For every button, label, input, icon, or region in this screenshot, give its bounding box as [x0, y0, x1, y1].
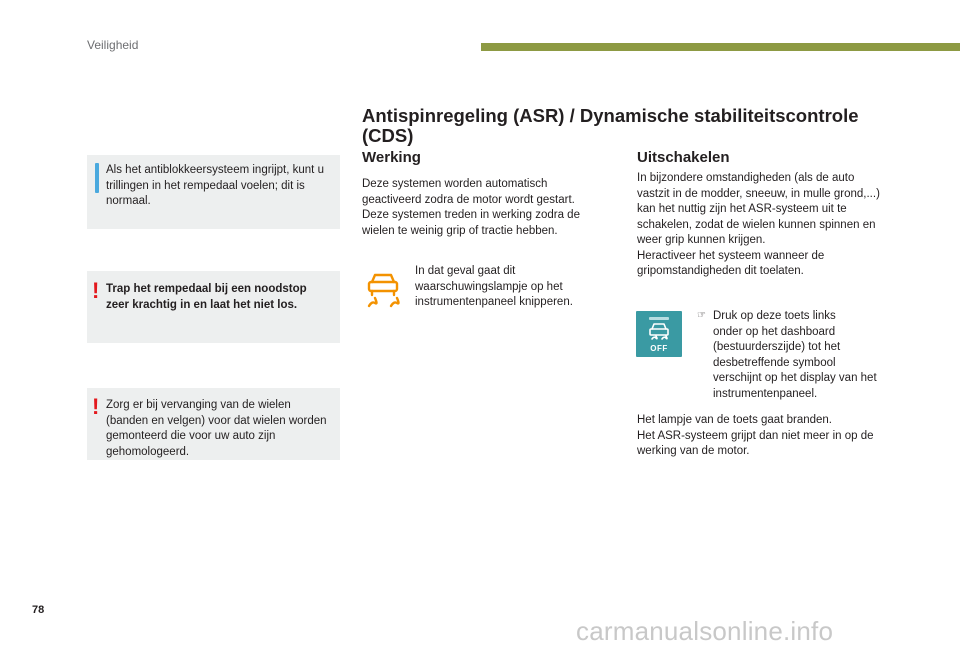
text-line: (bestuurderszijde) tot het: [713, 341, 841, 353]
text-line: geactiveerd zodra de motor wordt gestart.: [362, 193, 575, 206]
warning-note-text: Trap het rempedaal bij een noodstop zeer krachtig in en laat het niet los.: [106, 283, 307, 311]
text-line: kan het nuttig zijn het ASR-systeem uit te: [637, 203, 847, 215]
warning-icon: !: [92, 394, 100, 419]
warning-note-emergency-brake: [87, 271, 340, 343]
text-line: Heractiveer het systeem wanneer de: [637, 249, 825, 262]
button-result-text: [637, 413, 874, 460]
asr-warning-lamp-icon: [363, 270, 403, 310]
header-accent-bar: [481, 43, 960, 51]
info-note-text: Als het antiblokkeersysteem ingrijpt, kunt u trillingen in het rempedaal voelen; dit is normaal.: [106, 164, 324, 207]
text-line: vastzit in de modder, sneeuw, in mulle grond,...): [637, 187, 880, 200]
page-title: [362, 106, 922, 146]
werking-heading: Werking: [362, 149, 421, 166]
text-line: instrumentenpaneel knipperen.: [415, 296, 573, 308]
text-line: instrumentenpaneel.: [713, 387, 818, 400]
text-line: weer grip kunnen krijgen.: [637, 234, 766, 246]
warning-note-text: Zorg er bij vervanging van de wielen (banden en velgen) voor dat wielen worden gemonteerd die voor uw auto zijn gehomologeerd.: [106, 399, 327, 458]
text-line: verschijnt op het display van het: [713, 372, 877, 384]
text-line: onder op het dashboard: [713, 325, 836, 338]
section-label: Veiligheid: [87, 38, 139, 52]
page-number: 78: [32, 604, 45, 616]
uitschakelen-heading: Uitschakelen: [637, 149, 730, 166]
text-line: In bijzondere omstandigheden (als de auto: [637, 172, 855, 184]
text-line: desbetreffende symbool: [713, 356, 836, 369]
warning-icon: !: [92, 278, 100, 303]
info-icon: [95, 163, 99, 193]
watermark: carmanualsonline.info: [576, 616, 834, 646]
text-line: gripomstandigheden dit toelaten.: [637, 265, 804, 277]
text-line: Deze systemen worden automatisch: [362, 178, 548, 190]
text-line: wielen te weinig grip of tractie hebben.: [362, 224, 558, 237]
uitschakelen-text: [637, 171, 880, 280]
text-line: Druk op deze toets links: [713, 310, 836, 322]
page-title-line: (CDS): [362, 125, 414, 146]
text-line: Het ASR-systeem grijpt dan niet meer in op de: [637, 429, 874, 442]
text-line: waarschuwingslampje op het: [415, 280, 563, 293]
pointer-icon: ☞: [697, 310, 706, 321]
text-line: In dat geval gaat dit: [415, 265, 516, 277]
text-line: Het lampje van de toets gaat branden.: [637, 414, 832, 426]
werking-text: [362, 177, 580, 239]
text-line: werking van de motor.: [637, 445, 750, 457]
off-label: OFF: [650, 344, 668, 353]
info-note: [87, 155, 340, 229]
text-line: schakelen, zodat de wielen kunnen spinnen en: [637, 218, 876, 231]
warning-lamp-text: [415, 264, 573, 311]
asr-off-button[interactable]: [636, 311, 682, 357]
button-instruction: [713, 309, 877, 402]
page-title-line: Antispinregeling (ASR) / Dynamische stabiliteitscontrole: [362, 105, 859, 126]
warning-note-wheels: [87, 388, 340, 460]
text-line: Deze systemen treden in werking zodra de: [362, 209, 580, 221]
